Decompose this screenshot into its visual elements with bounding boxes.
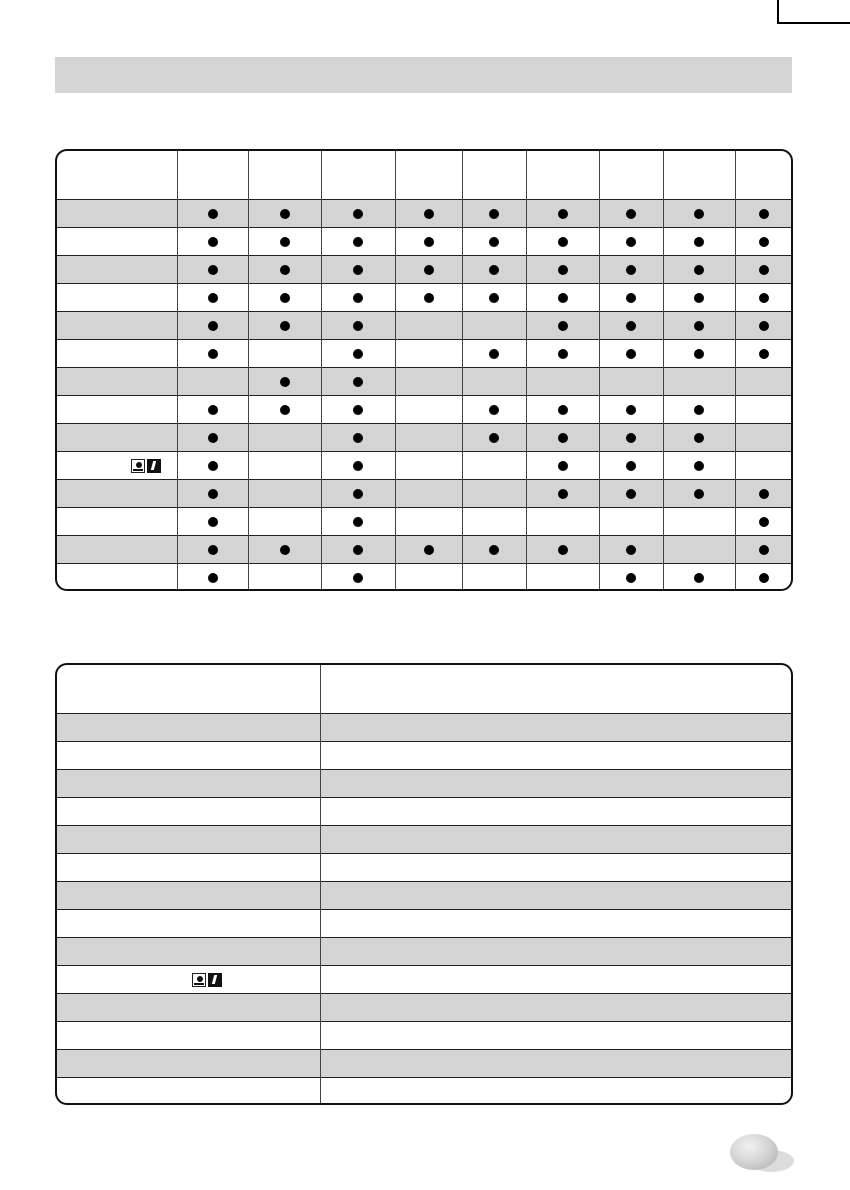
availability-dot <box>558 293 568 303</box>
header-cell-option <box>395 151 462 199</box>
option-name-cell <box>57 882 320 909</box>
table-row <box>57 451 791 479</box>
option-description-cell <box>320 826 793 853</box>
availability-dot <box>424 293 434 303</box>
column-divider <box>526 151 527 589</box>
availability-dot <box>489 209 499 219</box>
availability-dot <box>353 321 363 331</box>
header-cell-program <box>57 151 177 199</box>
availability-dot <box>489 405 499 415</box>
header-cell-option <box>177 151 248 199</box>
header-cell-description <box>320 665 793 713</box>
option-name-cell <box>57 714 320 741</box>
table-row <box>57 395 791 423</box>
header-cell-option <box>462 151 526 199</box>
availability-dot <box>280 293 290 303</box>
column-divider <box>177 151 178 589</box>
table-row <box>57 797 791 825</box>
option-description-cell <box>320 714 793 741</box>
table-row <box>57 283 791 311</box>
availability-dot <box>489 349 499 359</box>
option-name-cell <box>57 1022 320 1049</box>
column-divider <box>321 151 322 589</box>
availability-dot <box>759 321 769 331</box>
availability-dot <box>208 349 218 359</box>
availability-dot <box>208 405 218 415</box>
availability-dot <box>208 489 218 499</box>
availability-dot <box>353 265 363 275</box>
availability-dot <box>280 237 290 247</box>
availability-dot <box>558 405 568 415</box>
availability-dot <box>694 293 704 303</box>
availability-dot <box>694 405 704 415</box>
table-row <box>57 311 791 339</box>
table-row <box>57 853 791 881</box>
option-name-cell <box>57 826 320 853</box>
option-name-cell <box>57 742 320 769</box>
availability-dot <box>626 405 636 415</box>
table-row <box>57 965 791 993</box>
option-description-cell <box>320 1050 793 1077</box>
availability-dot <box>694 433 704 443</box>
table-row <box>57 1021 791 1049</box>
option-description-cell <box>320 994 793 1021</box>
option-description-cell <box>320 770 793 797</box>
option-description-cell <box>320 938 793 965</box>
table-row <box>57 993 791 1021</box>
availability-dot <box>558 489 568 499</box>
availability-dot <box>558 237 568 247</box>
availability-dot <box>759 545 769 555</box>
row-label-cell <box>57 536 177 563</box>
availability-dot <box>353 349 363 359</box>
availability-dot <box>626 265 636 275</box>
availability-dot <box>424 209 434 219</box>
section-header-band <box>55 57 792 93</box>
availability-dot <box>558 349 568 359</box>
option-name-cell <box>57 938 320 965</box>
availability-dot <box>208 237 218 247</box>
column-divider <box>320 665 321 1103</box>
availability-dot <box>424 265 434 275</box>
availability-dot <box>280 321 290 331</box>
availability-dot <box>626 349 636 359</box>
option-name-cell <box>57 770 320 797</box>
table-row <box>57 227 791 255</box>
availability-dot <box>353 461 363 471</box>
availability-dot <box>280 405 290 415</box>
availability-dot <box>626 461 636 471</box>
option-name-cell <box>57 854 320 881</box>
availability-dot <box>759 237 769 247</box>
row-label-cell <box>57 480 177 507</box>
row-label-cell <box>57 368 177 395</box>
steam-icon <box>131 459 145 473</box>
hand-icon <box>208 973 222 987</box>
table-row <box>57 563 791 591</box>
page-number-badge <box>730 1134 778 1170</box>
option-name-cell <box>57 1078 320 1105</box>
availability-dot <box>694 321 704 331</box>
availability-dot <box>208 573 218 583</box>
availability-dot <box>558 461 568 471</box>
row-label-cell <box>57 564 177 591</box>
option-description-cell <box>320 798 793 825</box>
availability-dot <box>208 517 218 527</box>
availability-dot <box>558 265 568 275</box>
option-description-cell <box>320 742 793 769</box>
availability-dot <box>353 433 363 443</box>
row-label-cell <box>57 508 177 535</box>
availability-dot <box>280 545 290 555</box>
column-divider <box>462 151 463 589</box>
option-description-cell <box>320 966 793 993</box>
availability-dot <box>759 293 769 303</box>
availability-dot <box>694 489 704 499</box>
availability-dot <box>694 265 704 275</box>
option-name-cell <box>57 994 320 1021</box>
option-name-cell <box>57 910 320 937</box>
availability-dot <box>626 321 636 331</box>
availability-dot <box>353 489 363 499</box>
availability-dot <box>208 461 218 471</box>
availability-dot <box>626 433 636 443</box>
availability-dot <box>353 237 363 247</box>
table-header-row <box>57 665 791 713</box>
availability-dot <box>558 433 568 443</box>
availability-dot <box>694 349 704 359</box>
availability-dot <box>489 293 499 303</box>
row-label-cell <box>57 424 177 451</box>
table-row <box>57 255 791 283</box>
header-cell-option <box>57 665 320 713</box>
availability-dot <box>208 293 218 303</box>
availability-dot <box>558 209 568 219</box>
column-divider <box>599 151 600 589</box>
header-cell-option <box>248 151 321 199</box>
column-divider <box>663 151 664 589</box>
availability-dot <box>759 517 769 527</box>
availability-dot <box>626 573 636 583</box>
table-row <box>57 741 791 769</box>
availability-dot <box>353 545 363 555</box>
table-row <box>57 713 791 741</box>
option-description-cell <box>320 1078 793 1105</box>
option-description-cell <box>320 882 793 909</box>
column-divider <box>395 151 396 589</box>
row-label-cell <box>57 284 177 311</box>
availability-dot <box>626 209 636 219</box>
row-label-cell <box>57 452 177 479</box>
availability-dot <box>280 209 290 219</box>
option-description-cell <box>320 1022 793 1049</box>
availability-dot <box>558 545 568 555</box>
row-label-cell <box>57 200 177 227</box>
availability-dot <box>424 545 434 555</box>
availability-dot <box>694 209 704 219</box>
table-row <box>57 535 791 563</box>
header-cell-option <box>526 151 599 199</box>
availability-dot <box>759 489 769 499</box>
availability-dot <box>280 377 290 387</box>
row-label-cell <box>57 396 177 423</box>
availability-dot <box>489 545 499 555</box>
row-label-cell <box>57 312 177 339</box>
crop-mark-vertical <box>777 0 779 24</box>
option-name-cell <box>57 798 320 825</box>
availability-dot <box>558 321 568 331</box>
column-divider <box>735 151 736 589</box>
option-name-cell <box>57 966 320 993</box>
table-row <box>57 479 791 507</box>
option-description-cell <box>320 854 793 881</box>
availability-dot <box>353 517 363 527</box>
availability-dot <box>353 293 363 303</box>
table-row <box>57 825 791 853</box>
availability-dot <box>694 461 704 471</box>
table-row <box>57 507 791 535</box>
availability-dot <box>208 209 218 219</box>
availability-dot <box>626 489 636 499</box>
availability-dot <box>489 433 499 443</box>
row-label-cell <box>57 256 177 283</box>
header-cell-option <box>735 151 793 199</box>
table-header-row <box>57 151 791 199</box>
availability-dot <box>759 265 769 275</box>
table-row <box>57 339 791 367</box>
option-description-cell <box>320 910 793 937</box>
table-row <box>57 881 791 909</box>
availability-dot <box>424 237 434 247</box>
availability-dot <box>759 349 769 359</box>
option-name-cell <box>57 1050 320 1077</box>
availability-dot <box>353 573 363 583</box>
steam-icon <box>192 973 206 987</box>
table-row <box>57 1077 791 1105</box>
availability-dot <box>208 265 218 275</box>
table-row <box>57 199 791 227</box>
column-divider <box>248 151 249 589</box>
table-row <box>57 367 791 395</box>
availability-dot <box>489 237 499 247</box>
table-row <box>57 769 791 797</box>
availability-dot <box>694 237 704 247</box>
crop-mark-horizontal <box>779 22 850 24</box>
availability-dot <box>694 573 704 583</box>
header-cell-option <box>321 151 395 199</box>
table-row <box>57 909 791 937</box>
availability-dot <box>208 433 218 443</box>
availability-dot <box>353 209 363 219</box>
row-label-cell <box>57 340 177 367</box>
availability-dot <box>626 545 636 555</box>
row-label-cell <box>57 228 177 255</box>
availability-dot <box>208 545 218 555</box>
availability-dot <box>626 293 636 303</box>
hand-icon <box>147 459 161 473</box>
availability-dot <box>208 321 218 331</box>
availability-dot <box>280 265 290 275</box>
availability-dot <box>489 265 499 275</box>
header-cell-option <box>599 151 663 199</box>
header-cell-option <box>663 151 735 199</box>
table-row <box>57 423 791 451</box>
table-row <box>57 1049 791 1077</box>
availability-dot <box>353 405 363 415</box>
availability-dot <box>626 237 636 247</box>
availability-dot <box>759 209 769 219</box>
availability-dot <box>353 377 363 387</box>
table-row <box>57 937 791 965</box>
option-descriptions-table <box>55 663 793 1105</box>
availability-dot <box>759 573 769 583</box>
program-options-table <box>55 149 793 591</box>
